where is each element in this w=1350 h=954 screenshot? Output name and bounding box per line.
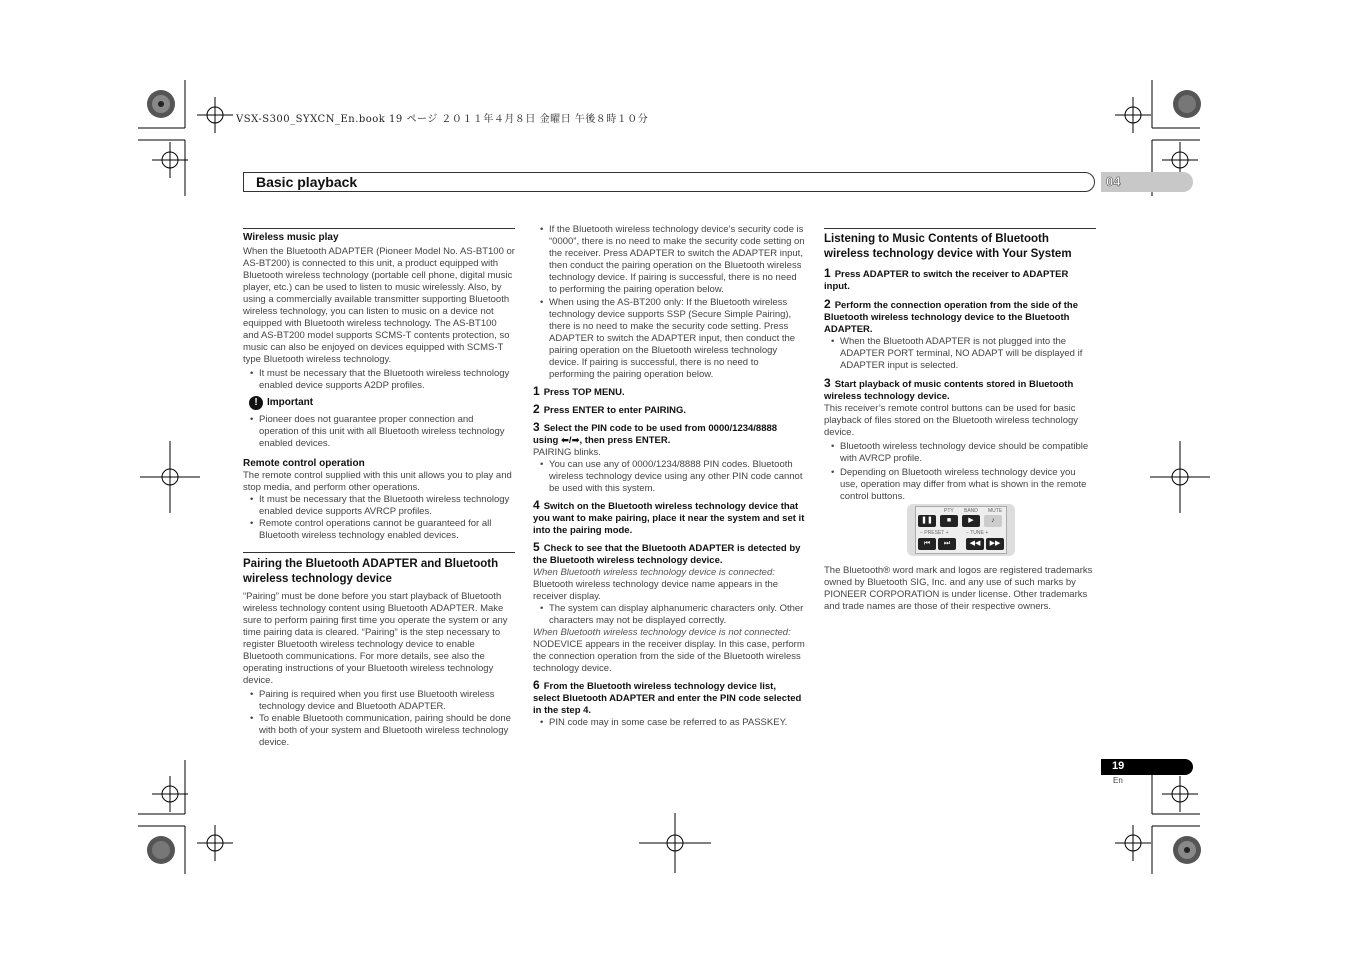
pairing-heading: Pairing the Bluetooth ADAPTER and Bluetooth wireless technology device — [243, 558, 499, 585]
play-icon: ▶ — [962, 515, 980, 527]
step-3-result: PAIRING blinks. — [533, 447, 601, 458]
section-title: Basic playback — [256, 174, 358, 190]
column-2 — [533, 224, 805, 729]
trademark-text: The Bluetooth® word mark and logos are registered trademarks owned by Bluetooth SIG, Inc. and any use of such marks by PIONEER CORPORATION is under license. Other trademarks and trade names are those of their respective owners. — [824, 565, 1093, 612]
listen-step-3-bullet-1: • Bluetooth wireless technology device should be compatible with AVRCP profile. — [824, 441, 1096, 465]
important-callout — [249, 396, 515, 410]
important-bullet: • Pioneer does not guarantee proper connection and operation of this unit with all Bluetooth wireless technology enabled devices. — [243, 414, 515, 450]
pairing-step-3: 3 Select the PIN code to be used from 0000/1234/8888 using ⬅/➡, then press ENTER. — [533, 420, 778, 446]
rewind-icon: ◀◀ — [966, 538, 984, 550]
pairing-step-2: 2 Press ENTER to enter PAIRING. — [533, 402, 687, 416]
listen-step-1: 1 Press ADAPTER to switch the receiver to ADAPTER input. — [824, 266, 1069, 292]
listen-step-2: 2 Perform the connection operation from the side of the Bluetooth wireless technology device to the Bluetooth ADAPTER. — [824, 297, 1079, 335]
pairing-step-5: 5 Check to see that the Bluetooth ADAPTER is detected by the Bluetooth wireless technology device. — [533, 540, 801, 566]
listen-step-3: 3 Start playback of music contents stored in Bluetooth wireless technology device. — [824, 376, 1074, 402]
listen-step-3-bullet-2: • Depending on Bluetooth wireless technology device you use, operation may differ from what is shown in the remote control buttons. — [824, 467, 1096, 503]
remote-bullet-2: • Remote control operations cannot be guaranteed for all Bluetooth wireless technology enabled devices. — [243, 518, 515, 542]
trademark-notice — [824, 565, 1096, 613]
step-3-bullet: • You can use any of 0000/1234/8888 PIN codes. Bluetooth wireless technology device using any other PIN code cannot be used with this system. — [533, 459, 805, 495]
step-5-not-connected-body: NODEVICE appears in the receiver display. In this case, perform the connection operation from the side of the Bluetooth wireless technology device. — [533, 639, 805, 674]
pairing-bullet-1: • Pairing is required when you first use Bluetooth wireless technology device and Bluetooth ADAPTER. — [243, 689, 515, 713]
page-language: En — [1113, 776, 1123, 785]
remote-label-tune: − TUNE + — [966, 530, 989, 536]
wireless-bullet: • It must be necessary that the Bluetooth wireless technology enabled device supports A2DP profiles. — [243, 368, 515, 392]
column-3 — [824, 228, 1096, 503]
column-1 — [243, 228, 515, 749]
important-icon: ! — [249, 396, 263, 410]
remote-label-preset: − PRESET + — [920, 530, 949, 536]
section-bar — [243, 172, 1095, 192]
bullet-security-code: • If the Bluetooth wireless technology device’s security code is “0000”, there is no need to make the security code setting on the receiver. Press ADAPTER to switch the ADAPTER input, then conduct the pairing operation on the Bluetooth wireless technology device. If pairing is successful, there is no need to performing the pairing operation below. — [533, 224, 805, 296]
print-header: VSX-S300_SYXCN_En.book 19 ページ ２０１１年４月８日 金曜日 午後８時１０分 — [236, 114, 649, 125]
listen-step-3-body: This receiver’s remote control buttons can be used for basic playback of files stored on the Bluetooth wireless technology device. — [824, 403, 1079, 438]
wireless-body: When the Bluetooth ADAPTER (Pioneer Model No. AS-BT100 or AS-BT200) is connected to this unit, a product equipped with Bluetooth wireless technology (portable cell phone, digital music player, etc.) can be used to listen to music wirelessly. Also, by using a commercially available transmitter supporting Bluetooth wireless technology, you can listen to music on a device not equipped with Bluetooth wireless technology. The AS-BT100 and AS-BT200 model supports SCMS-T contents protection, so music can also be enjoyed on devices equipped with SCMS-T type Bluetooth wireless technology. — [243, 246, 515, 365]
remote-label-band: BAND — [964, 508, 978, 514]
column-rule — [243, 228, 515, 229]
step-5-not-connected-label: When Bluetooth wireless technology device is not connected: — [533, 627, 791, 638]
step-5-bullet: • The system can display alphanumeric characters only. Other characters may not be displayed correctly. — [533, 603, 805, 627]
column-rule — [243, 552, 515, 553]
remote-panel — [915, 506, 1007, 554]
remote-heading: Remote control operation — [243, 458, 365, 469]
pairing-step-4: 4 Switch on the Bluetooth wireless technology device that you want to make pairing, place it near the system and set it into the pairing mode. — [533, 498, 805, 536]
pairing-body: “Pairing” must be done before you start playback of Bluetooth wireless technology content using Bluetooth ADAPTER. Make sure to perform pairing first time you operate the system or any time pairing data is cleared. “Pairing” is the step necessary to register Bluetooth wireless technology device to enable Bluetooth communications. For more details, see also the operating instructions of your Bluetooth wireless technology device. — [243, 591, 508, 686]
fast-forward-icon: ▶▶ — [986, 538, 1004, 550]
important-label: Important — [267, 397, 314, 408]
step-5-connected-body: Bluetooth wireless technology device name appears in the receiver display. — [533, 579, 779, 602]
pairing-step-6: 6 From the Bluetooth wireless technology device list, select Bluetooth ADAPTER and enter the PIN code selected in the step 4. — [533, 678, 802, 716]
remote-label-pty: PTY — [944, 508, 954, 514]
pause-icon: ❚❚ — [918, 515, 936, 527]
skip-forward-icon: ⏭ — [938, 538, 956, 550]
step-6-bullet: • PIN code may in some case be referred to as PASSKEY. — [533, 717, 805, 729]
pairing-bullet-2: • To enable Bluetooth communication, pairing should be done with both of your system and Bluetooth wireless technology device. — [243, 713, 515, 749]
skip-back-icon: ⏮ — [918, 538, 936, 550]
remote-control-illustration — [907, 504, 1015, 556]
mute-icon: ♪ — [984, 515, 1002, 527]
listen-step-2-bullet: • When the Bluetooth ADAPTER is not plugged into the ADAPTER PORT terminal, NO ADAPT will be displayed if ADAPTER input is selected. — [824, 336, 1096, 372]
pairing-step-1: 1 Press TOP MENU. — [533, 384, 625, 398]
step-5-connected-label: When Bluetooth wireless technology device is connected: — [533, 567, 775, 578]
chapter-number: 04 — [1106, 174, 1121, 189]
listen-heading: Listening to Music Contents of Bluetooth wireless technology device with Your System — [824, 233, 1072, 260]
page-number: 19 — [1112, 760, 1125, 772]
column-rule — [824, 228, 1096, 229]
remote-label-mute: MUTE — [988, 508, 1003, 514]
stop-icon: ■ — [940, 515, 958, 527]
bullet-bt200: • When using the AS-BT200 only: If the Bluetooth wireless technology device supports SSP (Secure Simple Pairing), there is no need to make the security code setting. Press ADAPTER to switch the ADAPTER input, then conduct the pairing operation on the Bluetooth wireless technology device. If pairing is successful, there is no need to performing the pairing operation below. — [533, 297, 805, 381]
remote-body: The remote control supplied with this unit allows you to play and stop media, and perform other operations. — [243, 470, 512, 493]
wireless-heading: Wireless music play — [243, 232, 339, 243]
remote-bullet-1: • It must be necessary that the Bluetooth wireless technology enabled device supports AVRCP profiles. — [243, 494, 515, 518]
